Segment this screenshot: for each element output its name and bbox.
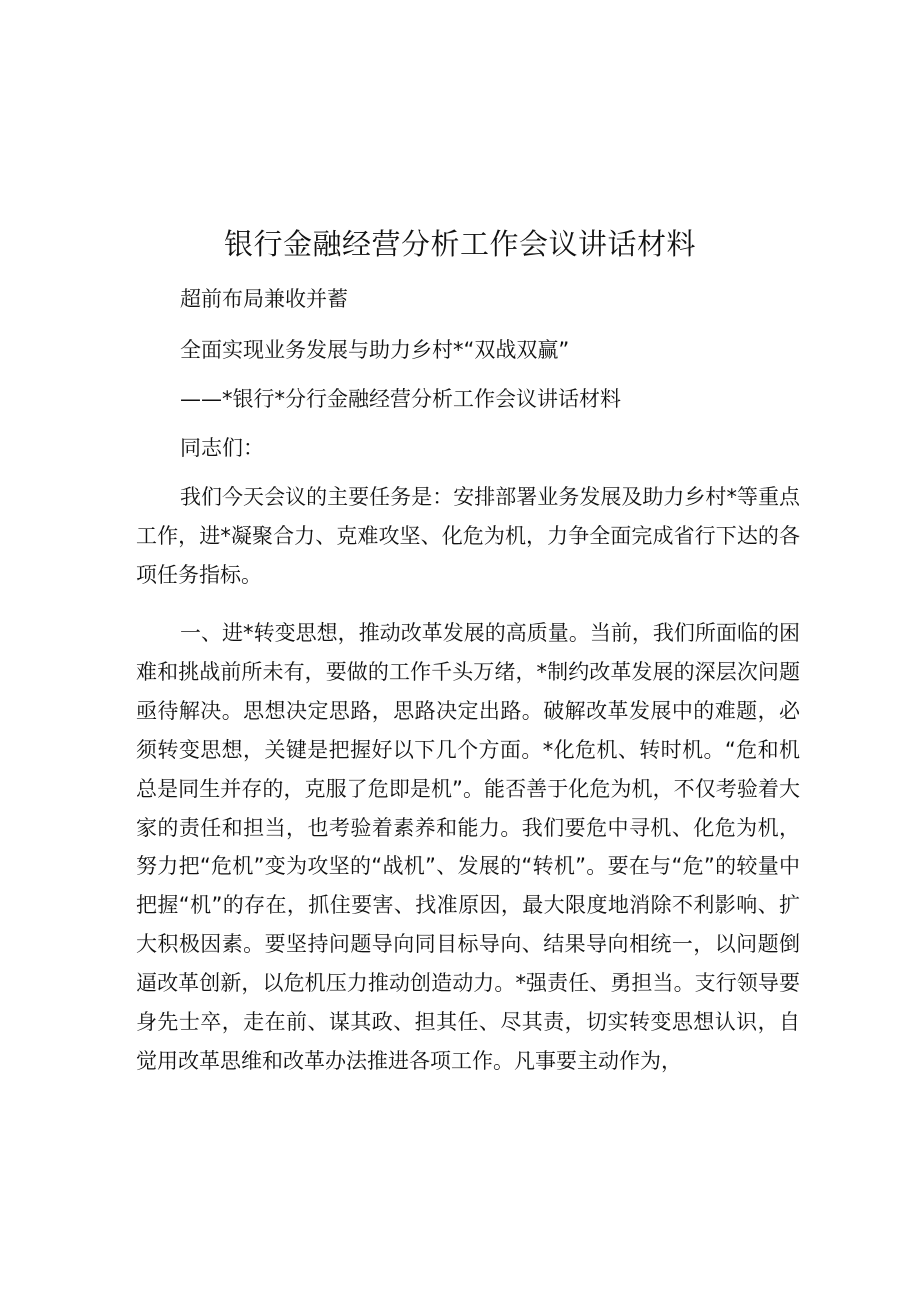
paragraph-1: 我们今天会议的主要任务是：安排部署业务发展及助力乡村*等重点工作，进*凝聚合力、克难攻坚、化危为机，力争全面完成省行下达的各项任务指标。 xyxy=(136,485,800,587)
subtitle-line-3: ——*银行*分行金融经营分析工作会议讲话材料 xyxy=(180,387,621,411)
subtitle-line-2: 全面实现业务发展与助力乡村*“双战双赢” xyxy=(180,338,570,362)
document-title: 银行金融经营分析工作会议讲话材料 xyxy=(223,227,696,261)
paragraph-2: 一、进*转变思想，推动改革发展的高质量。当前，我们所面临的困难和挑战前所未有，要做的工作千头万绪，*制约改革发展的深层次问题亟待解决。思想决定思路，思路决定出路。破解改革发展中的难题，必须转变思想，关键是把握好以下几个方面。*化危机、转时机。“危和机总是同生并存的，克服了危即是机”。能否善于化危为机，不仅考验着大家的责任和担当，也考验着素养和能力。我们要危中寻机、化危为机，努力把“危机”变为攻坚的“战机”、发展的“转机”。要在与“危”的较量中把握“机”的存在，抓住要害、找准原因，最大限度地消除不利影响、扩大积极因素。要坚持问题导向同目标导向、结果导向相统一，以问题倒逼改革创新，以危机压力推动创造动力。*强责任、勇担当。支行领导要身先士卒，走在前、谋其政、担其任、尽其责，切实转变思想认识，自觉用改革思维和改革办法推进各项工作。凡事要主动作为， xyxy=(136,621,800,1073)
salutation: 同志们： xyxy=(180,436,264,460)
subtitle-line-1: 超前布局兼收并蓄 xyxy=(180,287,348,311)
